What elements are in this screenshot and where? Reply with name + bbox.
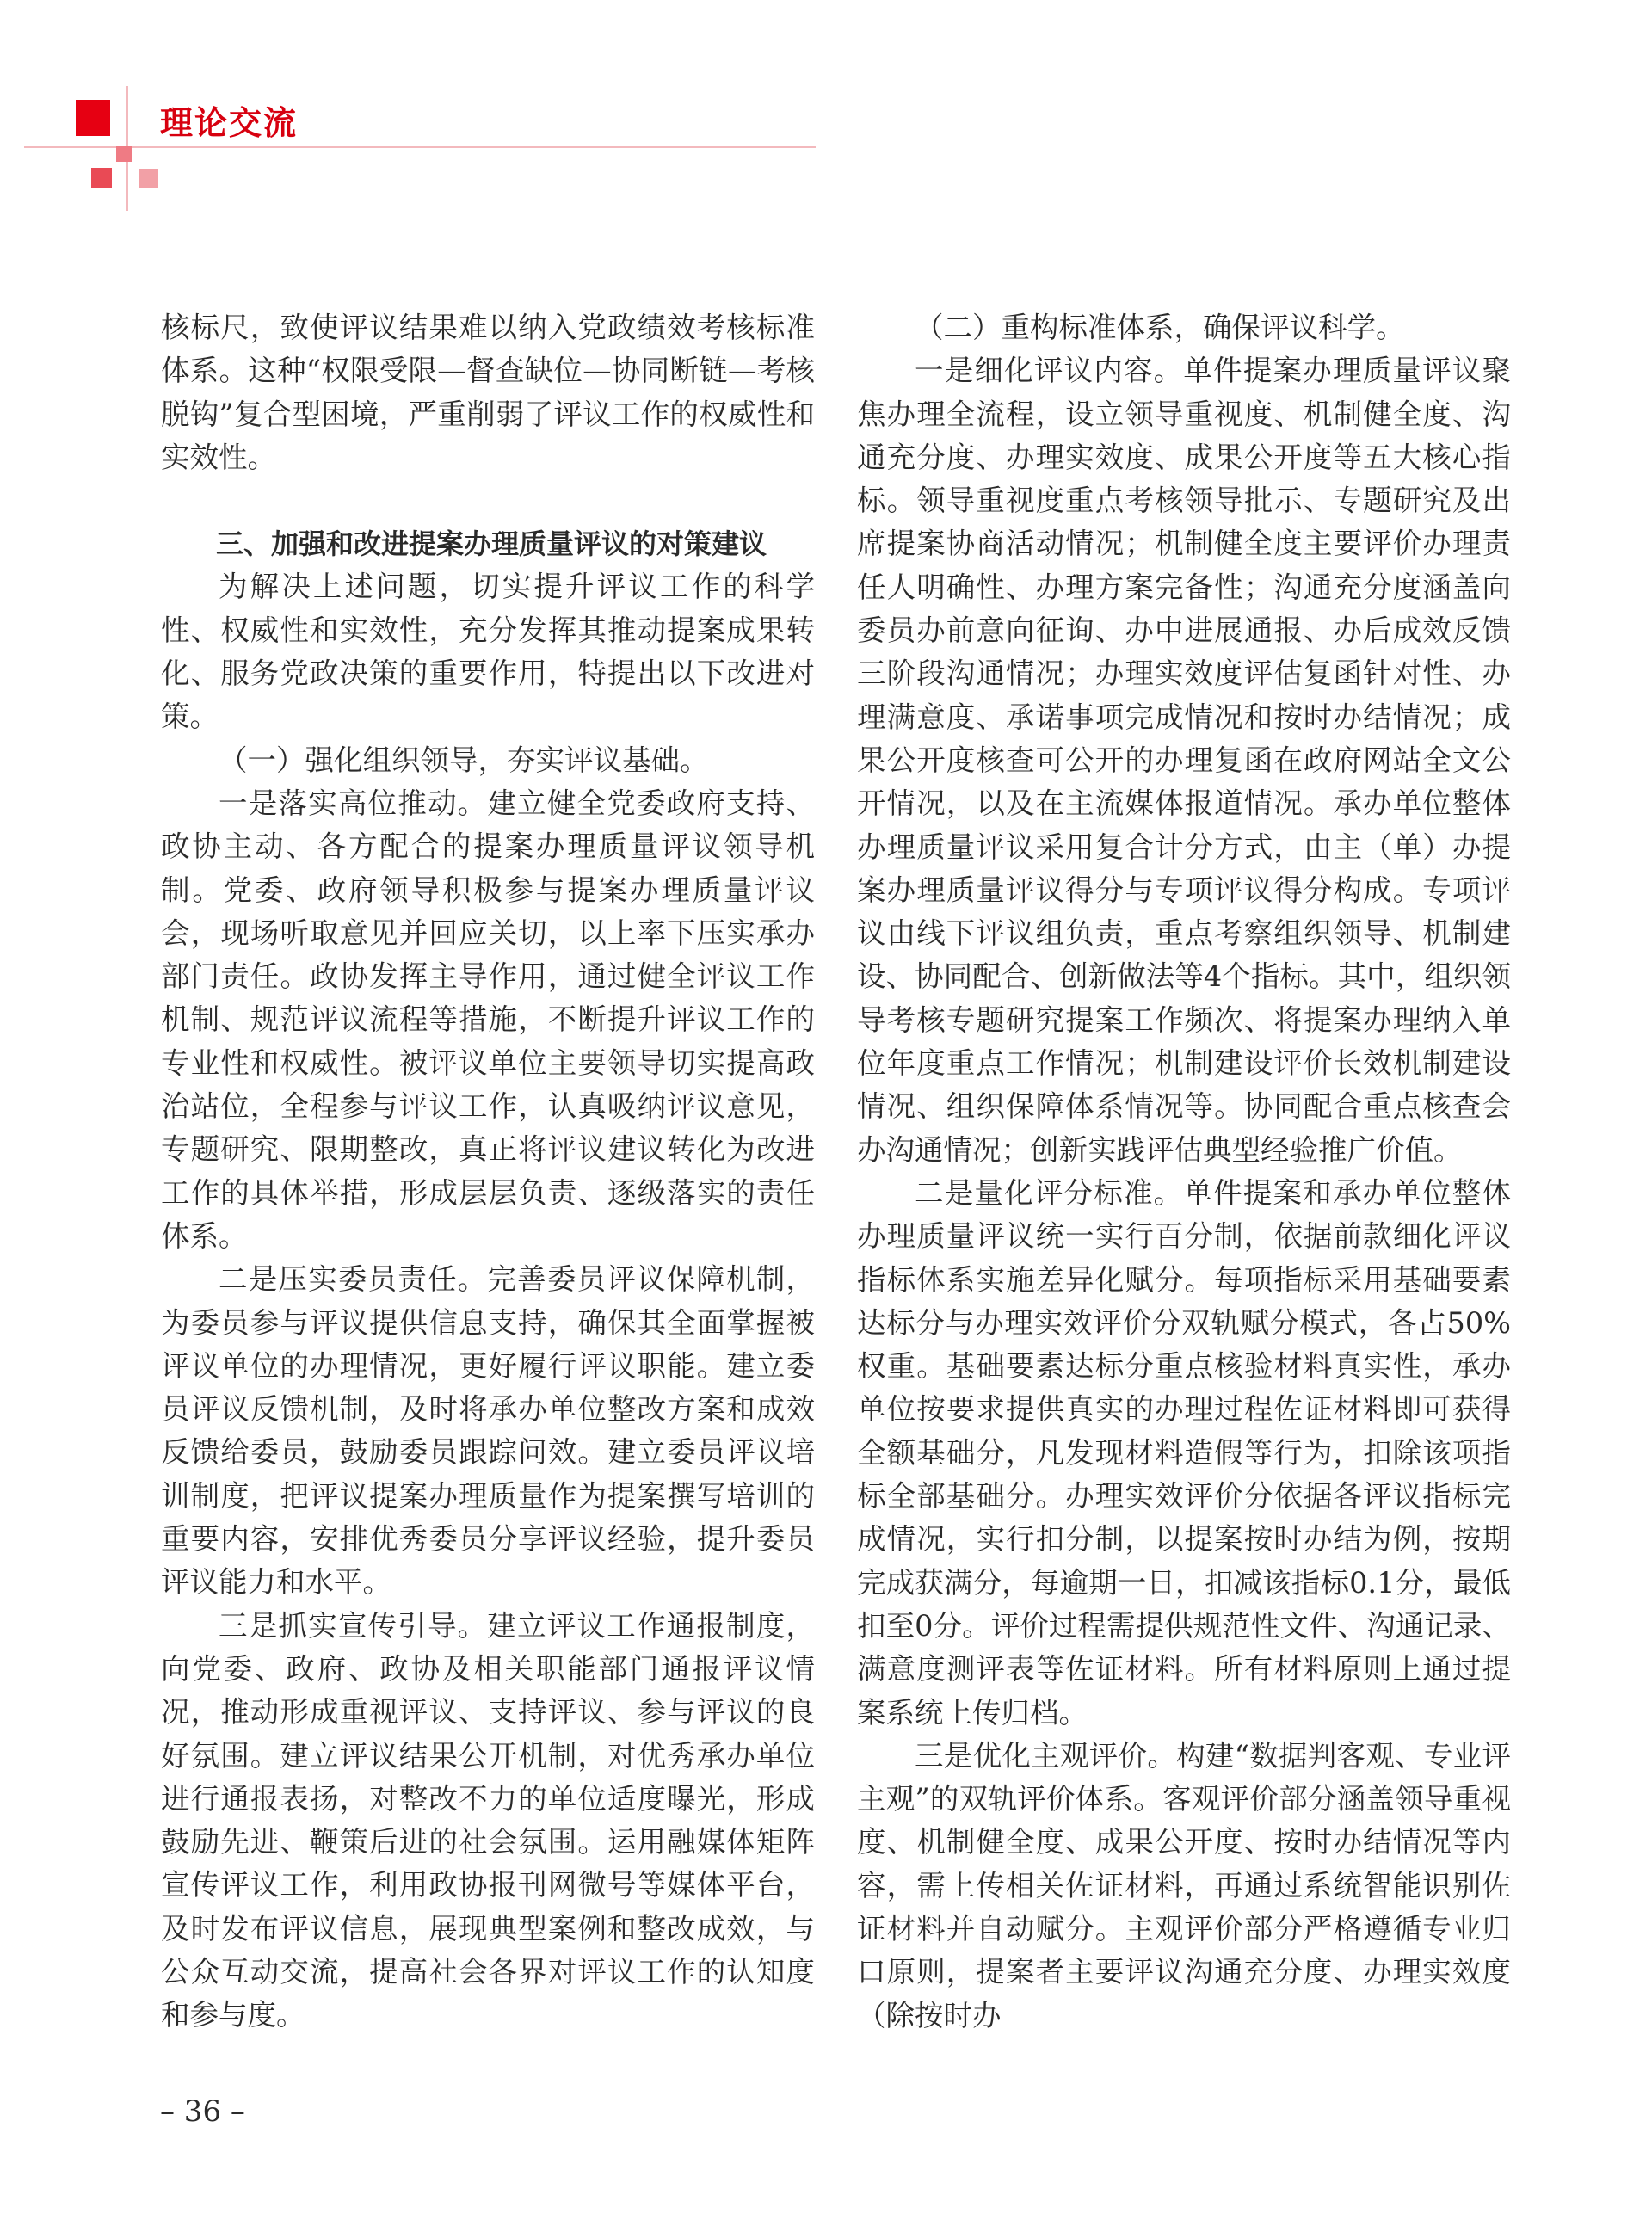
paragraph: 三是抓实宣传引导。建立评议工作通报制度，向党委、政府、政协及相关职能部门通报评议情况，推动形成重视评议、支持评议、参与评议的良好氛围。建立评议结果公开机制，对优秀承办单位进行通报表扬，对整改不力的单位适度曝光，形成鼓励先进、鞭策后进的社会氛围。运用融媒体矩阵宣传评议工作，利用政协报刊网微号等媒体平台，及时发布评议信息，展现典型案例和整改成效，与公众互动交流，提高社会各界对评议工作的认知度和参与度。 — [161, 1608, 815, 2032]
paragraph: 一是细化评议内容。单件提案办理质量评议聚焦办理全流程，设立领导重视度、机制健全度、沟通充分度、办理实效度、成果公开度等五大核心指标。领导重视度重点考核领导批示、专题研究及出席提案协商活动情况；机制健全度主要评价办理责任人明确性、办理方案完备性；沟通充分度涵盖向委员办前意向征询、办中进展通报、办后成效反馈三阶段沟通情况；办理实效度评估复函针对性、办理满意度、承诺事项完成情况和按时办结情况；成果公开度核查可公开的办理复函在政府网站全文公开情况，以及在主流媒体报道情况。承办单位整体办理质量评议采用复合计分方式，由主（单）办提案办理质量评议得分与专项评议得分构成。专项评议由线下评议组负责，重点考察组织领导、机制建设、协同配合、创新做法等4个指标。其中，组织领导考核专题研究提案工作频次、将提案办理纳入单位年度重点工作情况；机制建设评价长效机制建设情况、组织保障体系情况等。协同配合重点核查会办沟通情况；创新实践评估典型经验推广价值。 — [857, 354, 1511, 1167]
header-small-square-3 — [139, 169, 158, 188]
right-column — [857, 306, 1511, 2038]
paragraph: 三是优化主观评价。构建“数据判客观、专业评主观”的双轨评价体系。客观评价部分涵盖领导重视度、机制健全度、成果公开度、按时办结情况等内容，需上传相关佐证材料，再通过系统智能识别佐证材料并自动赋分。主观评价部分严格遵循专业归口原则，提案者主要评议沟通充分度、办理实效度（除按时办 — [857, 1738, 1511, 2032]
paragraph: 核标尺，致使评议结果难以纳入党政绩效考核标准体系。这种“权限受限—督查缺位—协同断链—考核脱钩”复合型困境，严重削弱了评议工作的权威性和实效性。 — [161, 311, 815, 474]
section-title: 理论交流 — [160, 104, 299, 142]
header-small-square-2 — [116, 146, 132, 162]
section-heading: 三、加强和改进提案办理质量评议的对策建议 — [216, 527, 767, 561]
paragraph: 为解决上述问题，切实提升评议工作的科学性、权威性和实效性，充分发挥其推动提案成果转化、服务党政决策的重要作用，特提出以下改进对策。 — [161, 570, 815, 734]
header-horizontal-line — [24, 146, 816, 148]
header-small-square-1 — [91, 168, 112, 188]
left-column — [161, 306, 815, 2038]
paragraph: 二是量化评分标准。单件提案和承办单位整体办理质量评议统一实行百分制，依据前款细化评议指标体系实施差异化赋分。每项指标采用基础要素达标分与办理实效评价分双轨赋分模式，各占50%权重。基础要素达标分重点核验材料真实性，承办单位按要求提供真实的办理过程佐证材料即可获得全额基础分，凡发现材料造假等行为，扣除该项指标全部基础分。办理实效评价分依据各评议指标完成情况，实行扣分制，以提案按时办结为例，按期完成获满分，每逾期一日，扣减该指标0.1分，最低扣至0分。评价过程需提供规范性文件、沟通记录、满意度测评表等佐证材料。所有材料原则上通过提案系统上传归档。 — [857, 1175, 1511, 1730]
header-red-square — [76, 100, 110, 136]
subheading: （一）强化组织领导，夯实评议基础。 — [219, 743, 709, 777]
paragraph: 一是落实高位推动。建立健全党委政府支持、政协主动、各方配合的提案办理质量评议领导机制。党委、政府领导积极参与提案办理质量评议会，现场听取意见并回应关切，以上率下压实承办部门责任。政协发挥主导作用，通过健全评议工作机制、规范评议流程等措施，不断提升评议工作的专业性和权威性。被评议单位主要领导切实提高政治站位，全程参与评议工作，认真吸纳评议意见，专题研究、限期整改，真正将评议建议转化为改进工作的具体举措，形成层层负责、逐级落实的责任体系。 — [161, 786, 815, 1253]
page-number: – 36 – — [160, 2094, 245, 2129]
subheading: （二）重构标准体系，确保评议科学。 — [915, 311, 1405, 344]
paragraph: 二是压实委员责任。完善委员评议保障机制，为委员参与评议提供信息支持，确保其全面掌握被评议单位的办理情况，更好履行评议职能。建立委员评议反馈机制，及时将承办单位整改方案和成效反馈给委员，鼓励委员跟踪问效。建立委员评议培训制度，把评议提案办理质量作为提案撰写培训的重要内容，安排优秀委员分享评议经验，提升委员评议能力和水平。 — [161, 1262, 815, 1600]
